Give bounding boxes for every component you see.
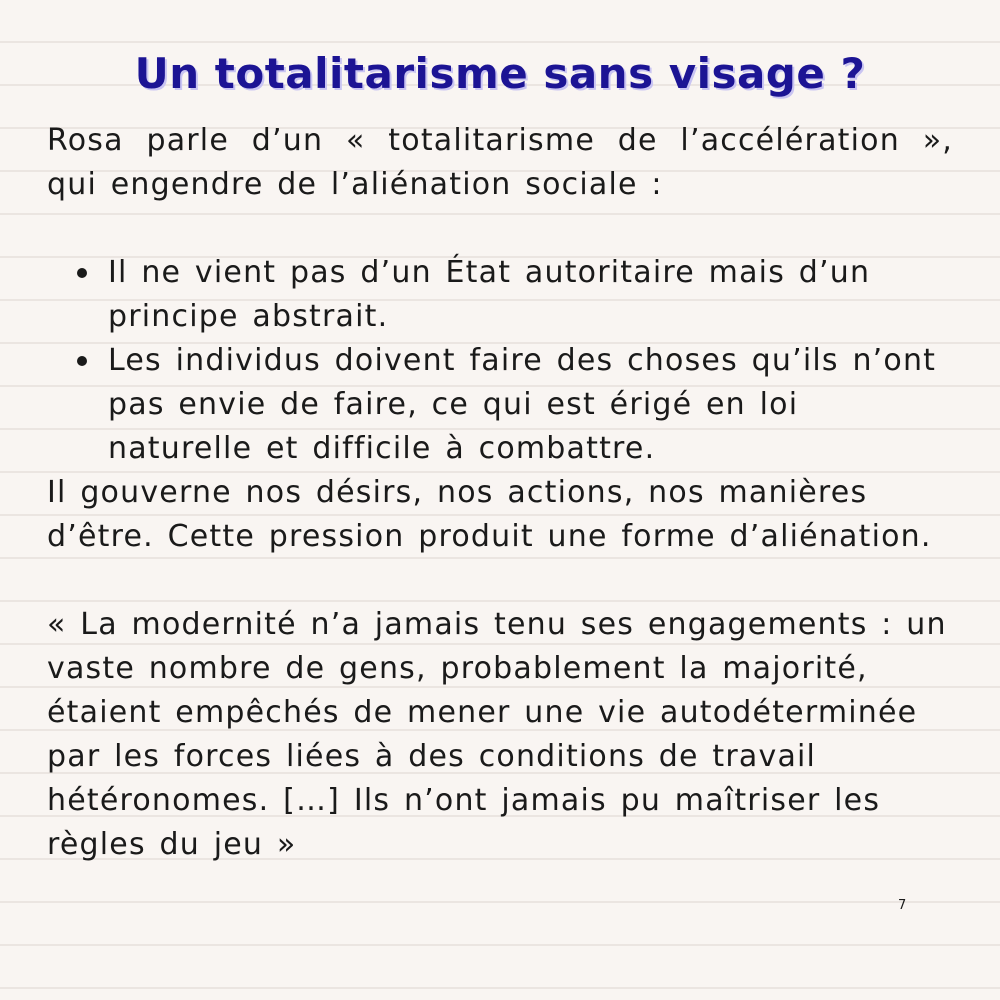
page-title: Un totalitarisme sans visage ? [134, 49, 866, 98]
bullet-item [47, 251, 953, 339]
intro-paragraph: Rosa parle d’un « totalitarisme de l’accélération », qui engendre de l’aliénation sociale : [47, 123, 953, 202]
bullet-text: Les individus doivent faire des choses qu’ils n’ont pas envie de faire, ce qui est érigé en loi naturelle et difficile à combattre. [108, 343, 937, 466]
body-text [47, 119, 953, 867]
summary-paragraph: Il gouverne nos désirs, nos actions, nos manières d’être. Cette pression produit une forme d’aliénation. [47, 475, 932, 554]
spacer [47, 207, 953, 251]
spacer [47, 559, 953, 603]
bullet-list [47, 251, 953, 471]
bullet-dot-icon [77, 356, 87, 366]
bullet-item [47, 339, 953, 471]
quote-paragraph: « La modernité n’a jamais tenu ses engagements : un vaste nombre de gens, probablement la majorité, étaient empêchés de mener une vie autodéterminée par les forces liées à des conditions de travail hétéronomes. […] Ils n’ont jamais pu maîtriser les règles du jeu » [47, 607, 947, 862]
bullet-text: Il ne vient pas d’un État autoritaire mais d’un principe abstrait. [108, 255, 871, 334]
bullet-dot-icon [77, 268, 87, 278]
page-number: 7 [898, 898, 907, 913]
